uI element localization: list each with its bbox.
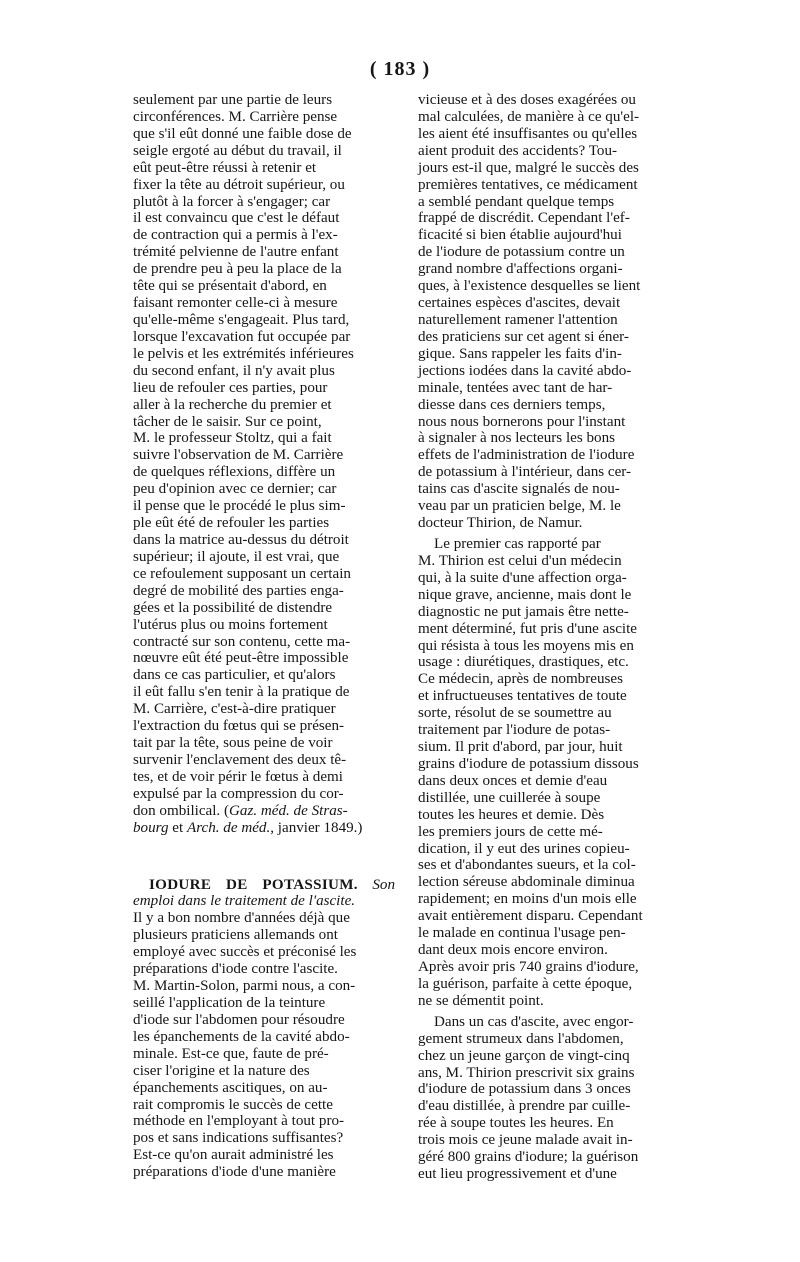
citation-date: , janvier 1849.)	[270, 819, 363, 836]
text-line: usage : diurétiques, drastiques, etc.	[418, 654, 629, 671]
text-line: seillé l'application de la teinture	[133, 995, 326, 1012]
text-line: Est-ce qu'on aurait administré les	[133, 1147, 334, 1164]
text-line: seulement par une partie de leurs	[133, 92, 333, 108]
text-line: toutes les heures et demie. Dès	[418, 806, 605, 823]
text-line: ficacité si bien établie aujourd'hui	[418, 227, 622, 244]
article-ergot-continuation	[133, 92, 395, 837]
text-line: le pelvis et les extrémités inférieures	[133, 345, 354, 362]
text-line: grains d'iodure de potassium dissous	[418, 755, 639, 772]
text-line: a semblé pendant quelque temps	[418, 193, 615, 210]
text-line: aller à la recherche du premier et	[133, 396, 332, 413]
text-line: expulsé par la compression du cor-	[133, 785, 344, 802]
text-line: Dans un cas d'ascite, avec engor-	[434, 1013, 634, 1030]
left-column	[133, 92, 395, 1181]
paragraph-text	[418, 92, 640, 531]
text-line: lection séreuse abdominale diminua	[418, 874, 635, 891]
text-line: jours est-il que, malgré le succès des	[418, 159, 639, 176]
text-line: rapidement; en moins d'un mois elle	[418, 891, 637, 908]
text-line: M. Thirion est celui d'un médecin	[418, 552, 622, 569]
text-line: d'eau distillée, à prendre par cuille-	[418, 1098, 631, 1115]
text-line: la guérison, parfaite à cette époque,	[418, 975, 633, 992]
paragraph-continuation	[418, 92, 680, 532]
text-line: géré 800 grains d'iodure; la guérison	[418, 1149, 639, 1166]
text-line: gement strumeux dans l'abdomen,	[418, 1030, 624, 1047]
text-line: trémité pelvienne de l'autre enfant	[133, 244, 339, 261]
text-line: employé avec succès et préconisé les	[133, 944, 357, 961]
text-line: avait entièrement disparu. Cependant	[418, 908, 643, 925]
text-line: de potassium à l'intérieur, dans cer-	[418, 464, 632, 481]
text-line: dans la matrice au-dessus du détroit	[133, 531, 349, 548]
paragraph-text	[418, 1014, 638, 1182]
text-line: de quelques réflexions, diffère un	[133, 464, 336, 481]
text-line: traitement par l'iodure de potas-	[418, 722, 611, 739]
text-line: tains cas d'ascite signalés de nou-	[418, 481, 620, 498]
article-heading: IODURE DE POTASSIUM.	[149, 876, 358, 893]
text-line: circonférences. M. Carrière pense	[133, 108, 338, 125]
text-line: préparations d'iode contre l'ascite.	[133, 961, 338, 978]
text-line: de prendre peu à peu la place de la	[133, 261, 342, 278]
paragraph-second-case	[418, 1014, 680, 1183]
citation-prefix: don ombilical. (	[133, 802, 229, 819]
text-line: mal calculées, de manière à ce qu'el-	[418, 108, 640, 125]
text-line: dans ce cas particulier, et qu'alors	[133, 667, 336, 684]
text-line: méthode en l'employant à tout pro-	[133, 1113, 345, 1130]
text-line: à signaler à nos lecteurs les bons	[418, 430, 615, 447]
text-line: contracté sur son contenu, cette ma-	[133, 633, 351, 650]
paragraph-text	[133, 910, 356, 1180]
text-line: du second enfant, il n'y avait plus	[133, 362, 335, 379]
text-line: veau par un praticien belge, M. le	[418, 498, 621, 515]
text-line: vicieuse et à des doses exagérées ou	[418, 92, 636, 108]
text-line: suivre l'observation de M. Carrière	[133, 447, 344, 464]
right-column	[418, 92, 680, 1183]
text-line: le malade en continua l'usage pen-	[418, 925, 626, 942]
text-line: M. Carrière, c'est-à-dire pratiquer	[133, 701, 336, 718]
text-line: rée à soupe toutes les heures. En	[418, 1115, 614, 1132]
text-line: nique grave, ancienne, mais dont le	[418, 586, 632, 603]
paragraph-text	[418, 536, 643, 1009]
text-line: plutôt à la forcer à s'engager; car	[133, 193, 331, 210]
text-line: trois mois ce jeune malade avait in-	[418, 1132, 633, 1149]
text-line: dant deux mois encore environ.	[418, 942, 608, 959]
text-line: jections iodées dans la cavité abdo-	[418, 362, 632, 379]
text-line: l'extraction du fœtus qui se présen-	[133, 718, 345, 735]
text-line: gées et la possibilité de distendre	[133, 599, 333, 616]
text-line: ment déterminé, fut pris d'une ascite	[418, 620, 637, 637]
text-line: d'iode sur l'abdomen pour résoudre	[133, 1011, 345, 1028]
text-line: ne se démentit point.	[418, 992, 544, 1009]
text-line: ple eût été de refouler les parties	[133, 515, 330, 532]
text-line: diagnostic ne put jamais être nette-	[418, 603, 629, 620]
text-line: eût peut-être réussi à retenir et	[133, 159, 317, 176]
text-line: les premiers jours de cette mé-	[418, 823, 603, 840]
text-line: tête qui se présentait d'abord, en	[133, 278, 327, 295]
text-line: pos et sans indications suffisantes?	[133, 1130, 344, 1147]
text-line: diesse dans ces derniers temps,	[418, 396, 606, 413]
text-line: il pense que le procédé le plus sim-	[133, 498, 346, 515]
text-line: peu d'opinion avec ce dernier; car	[133, 481, 337, 498]
text-line: d'iodure de potassium dans 3 onces	[418, 1081, 631, 1098]
text-line: naturellement ramener l'attention	[418, 311, 618, 328]
text-line: premières tentatives, ce médicament	[418, 176, 638, 193]
text-line: il est convaincu que c'est le défaut	[133, 210, 340, 227]
text-line: l'utérus plus ou moins fortement	[133, 616, 328, 633]
citation-journal-1: Gaz. méd. de Stras-	[229, 802, 348, 819]
text-line: distillée, une cuillerée à soupe	[418, 789, 601, 806]
text-line: supérieur; il ajoute, il est vrai, que	[133, 548, 340, 565]
page-number: ( 183 )	[369, 58, 431, 80]
text-line: des praticiens sur cet agent si éner-	[418, 328, 629, 345]
text-line: ans, M. Thirion prescrivit six grains	[418, 1064, 635, 1081]
text-line: chez un jeune garçon de vingt-cinq	[418, 1047, 630, 1064]
text-line: sium. Il prit d'abord, par jour, huit	[418, 739, 623, 756]
text-line: Après avoir pris 740 grains d'iodure,	[418, 959, 639, 976]
text-line: grand nombre d'affections organi-	[418, 261, 623, 278]
text-line: Le premier cas rapporté par	[434, 535, 601, 552]
text-line: dans deux onces et demie d'eau	[418, 772, 608, 789]
text-line: tait par la tête, sous peine de voir	[133, 735, 333, 752]
text-line: seigle ergoté au début du travail, il	[133, 142, 342, 159]
text-line: les épanchements de la cavité abdo-	[133, 1028, 350, 1045]
text-line: M. Martin-Solon, parmi nous, a con-	[133, 978, 356, 995]
text-line: ses et d'abondantes sueurs, et la col-	[418, 857, 636, 874]
text-line: ce refoulement supposant un certain	[133, 565, 351, 582]
text-line: lieu de refouler ces parties, pour	[133, 379, 328, 396]
text-line: épanchements ascitiques, on au-	[133, 1079, 328, 1096]
text-line: ciser l'origine et la nature des	[133, 1062, 310, 1079]
article-iodure	[133, 877, 395, 1182]
text-line: nous nous bornerons pour l'instant	[418, 413, 626, 430]
citation-journal-1-end: bourg	[133, 819, 169, 836]
text-line: Il y a bon nombre d'années déjà que	[133, 910, 350, 927]
text-line: et infructueuses tentatives de toute	[418, 688, 627, 705]
text-line: aient produit des accidents? Tou-	[418, 142, 618, 159]
text-line: tes, et de voir périr le fœtus à demi	[133, 768, 343, 785]
text-line: sorte, résolut de se soumettre au	[418, 705, 612, 722]
text-line: certaines espèces d'ascites, devait	[418, 295, 621, 312]
citation-connector: et	[168, 819, 187, 836]
article-subtitle: Son emploi dans le traitement de l'ascite.	[133, 876, 395, 910]
text-line: qui résista à tous les moyens mis en	[418, 637, 634, 654]
text-line: les aient été insuffisantes ou qu'elles	[418, 125, 638, 142]
text-line: qu'elle-même s'engageait. Plus tard,	[133, 311, 350, 328]
paragraph-text	[133, 92, 354, 802]
text-line: frappé de discrédit. Cependant l'ef-	[418, 210, 630, 227]
text-line: tâcher de le saisir. Sur ce point,	[133, 413, 322, 430]
text-line: survenir l'enclavement des deux tê-	[133, 751, 347, 768]
paragraph-first-case	[418, 536, 680, 1010]
text-line: il eût fallu s'en tenir à la pratique de	[133, 684, 350, 701]
text-line: rait compromis le succès de cette	[133, 1096, 333, 1113]
text-line: faisant remonter celle-ci à mesure	[133, 295, 338, 312]
text-line: nœuvre eût été peut-être impossible	[133, 650, 349, 667]
text-line: que s'il eût donné une faible dose de	[133, 125, 352, 142]
text-line: de contraction qui a permis à l'ex-	[133, 227, 338, 244]
text-line: effets de l'administration de l'iodure	[418, 447, 635, 464]
text-line: M. le professeur Stoltz, qui a fait	[133, 430, 332, 447]
text-line: eut lieu progressivement et d'une	[418, 1166, 617, 1183]
text-line: lorsque l'excavation fut occupée par	[133, 328, 351, 345]
text-line: docteur Thirion, de Namur.	[418, 515, 583, 532]
text-line: Ce médecin, après de nombreuses	[418, 671, 623, 688]
text-line: plusieurs praticiens allemands ont	[133, 927, 338, 944]
text-line: degré de mobilité des parties enga-	[133, 582, 344, 599]
text-line: ques, à l'existence desquelles se lient	[418, 278, 641, 295]
text-line: dication, il y eut des urines copieu-	[418, 840, 630, 857]
text-line: fixer la tête au détroit supérieur, ou	[133, 176, 345, 193]
text-line: gique. Sans rappeler les faits d'in-	[418, 345, 622, 362]
text-line: qui, à la suite d'une affection orga-	[418, 569, 627, 586]
citation-journal-2: Arch. de méd.	[186, 819, 271, 836]
text-line: minale. Est-ce que, faute de pré-	[133, 1045, 329, 1062]
text-line: préparations d'iode d'une manière	[133, 1164, 336, 1181]
text-line: minale, tentées avec tant de har-	[418, 379, 613, 396]
text-line: de l'iodure de potassium contre un	[418, 244, 625, 261]
